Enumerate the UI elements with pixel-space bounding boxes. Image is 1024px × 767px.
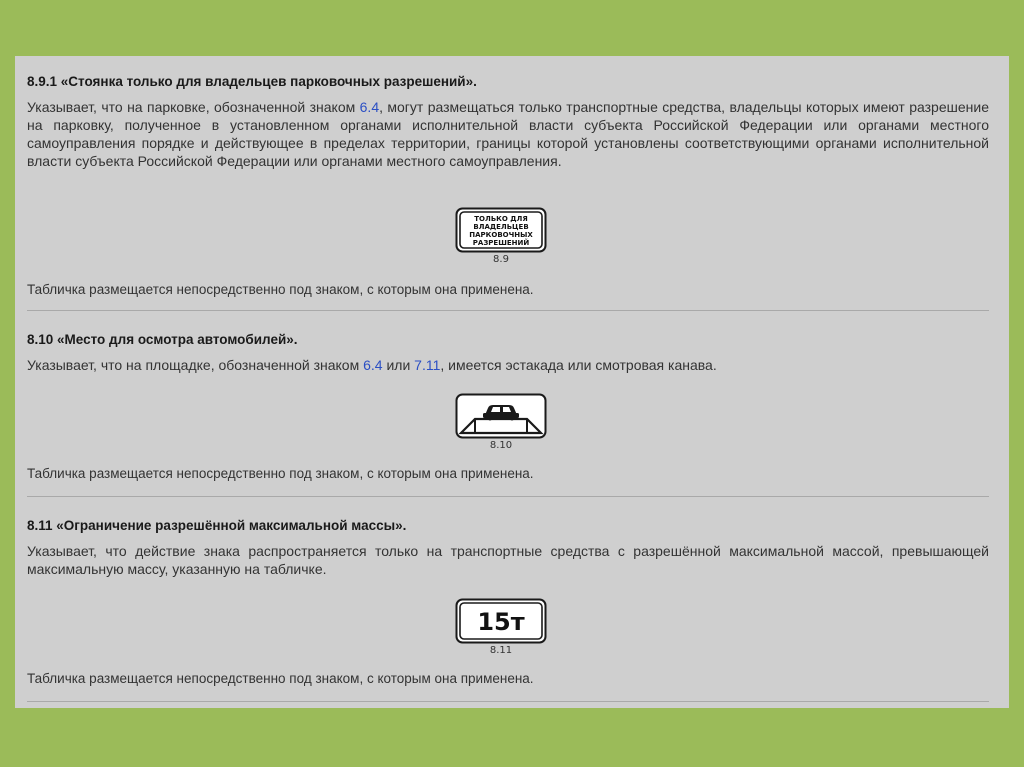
sign-8-9-image	[455, 207, 547, 253]
section-8-11	[27, 518, 989, 578]
section-paragraph	[27, 356, 989, 374]
paragraph-text: Указывает, что на парковке, обозначенной знаком	[27, 99, 360, 115]
sign-caption: 8.9	[493, 254, 509, 265]
section-heading: 8.11 «Ограничение разрешённой максимальной массы».	[27, 518, 407, 533]
divider	[27, 496, 989, 497]
sign-caption: 8.11	[489, 645, 513, 656]
section-heading: 8.9.1 «Стоянка только для владельцев парковочных разрешений».	[27, 74, 477, 89]
document-panel	[15, 56, 1009, 708]
sign-caption: 8.10	[489, 440, 513, 451]
paragraph-text: или	[382, 357, 415, 373]
placement-note: Табличка размещается непосредственно под знаком, с которым она применена.	[27, 282, 534, 297]
sign-line: ВЛАДЕЛЬЦЕВ	[473, 223, 529, 231]
placement-note: Табличка размещается непосредственно под знаком, с которым она применена.	[27, 671, 534, 686]
sign-line: ПАРКОВОЧНЫХ	[469, 231, 533, 239]
section-paragraph	[27, 98, 989, 170]
divider	[27, 310, 989, 311]
sign-8-10-image	[455, 393, 547, 439]
section-paragraph: Указывает, что действие знака распространяется только на транспортные средства с разрешённой максимальной массой, превышающей максимальную массу, указанную на табличке.	[27, 543, 989, 577]
sign-link-7-11[interactable]: 7.11	[414, 357, 441, 373]
paragraph-text: Указывает, что на площадке, обозначенной знаком	[27, 357, 364, 373]
divider	[27, 701, 989, 702]
section-heading: 8.10 «Место для осмотра автомобилей».	[27, 332, 298, 347]
sign-mass-text: 15т	[477, 608, 525, 636]
sign-link-6-4[interactable]: 6.4	[359, 99, 380, 115]
sign-line: ТОЛЬКО ДЛЯ	[474, 215, 528, 223]
inspection-ramp-icon	[461, 419, 541, 433]
section-8-10	[27, 332, 989, 374]
sign-line: РАЗРЕШЕНИЙ	[472, 239, 530, 247]
sign-link-6-4[interactable]: 6.4	[363, 357, 383, 373]
sign-8-11-image	[455, 598, 547, 644]
paragraph-text: , могут размещаться только транспортные средства, владельцы которых имеют разрешение на парковку, полученное в установленном органами исполнительной власти субъекта Российской Федерации или органами местного самоуправления порядке и действующее в пределах территории, границы которой установлены соответствующими органами исполнительной власти субъекта Российской Федерации или органами местного самоуправления.	[27, 99, 989, 169]
placement-note: Табличка размещается непосредственно под знаком, с которым она применена.	[27, 466, 534, 481]
paragraph-text: , имеется эстакада или смотровая канава.	[440, 357, 717, 373]
section-8-9-1	[27, 74, 989, 170]
